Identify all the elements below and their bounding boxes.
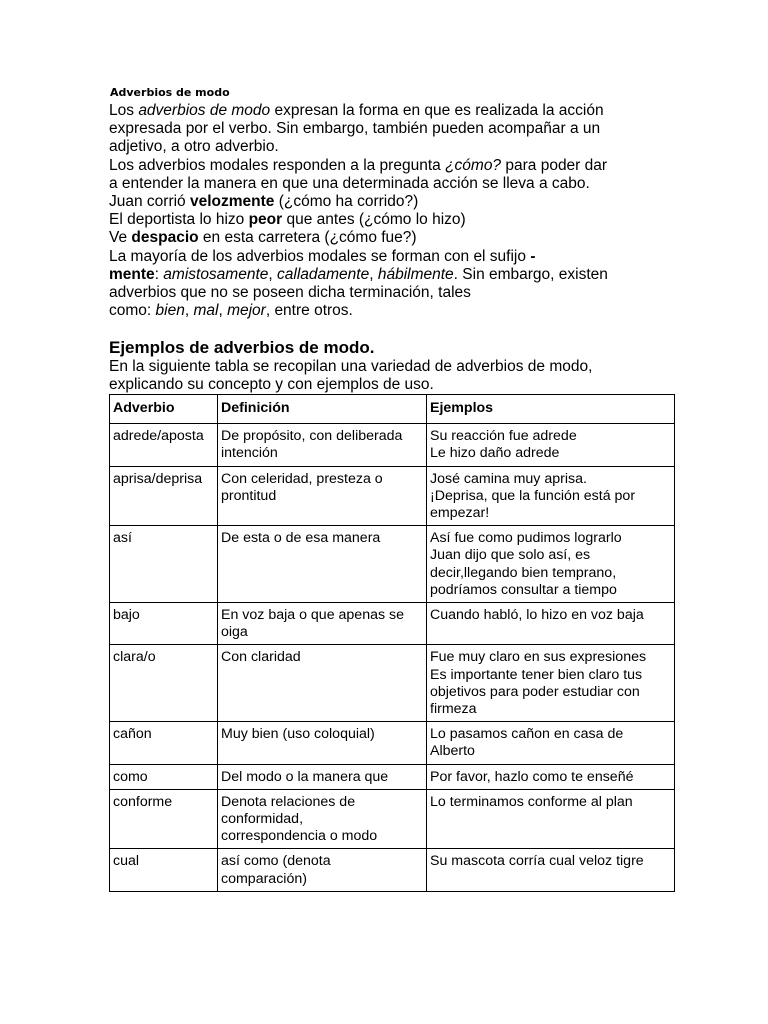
intro-line: expresada por el verbo. Sin embargo, también pueden acompañar a un: [109, 120, 601, 138]
cell-adverbio: aprisa/deprisa: [110, 466, 218, 526]
examples-title: Ejemplos de adverbios de modo.: [109, 338, 375, 357]
header-adverbio: Adverbio: [110, 395, 218, 424]
table-row: [110, 424, 675, 466]
ejemplo-line: Fue muy claro en sus expresiones: [430, 649, 647, 666]
definicion-line: correspondencia o modo: [221, 828, 378, 845]
cell-definicion: [218, 849, 427, 891]
ejemplo-line: Juan dijo que solo así, es: [430, 547, 591, 564]
cell-ejemplos: [427, 645, 675, 722]
example-line: Juan corrió velozmente (¿cómo ha corrido?): [109, 193, 419, 211]
cell-definicion: [218, 466, 427, 526]
cell-definicion: [218, 722, 427, 764]
ejemplo-line: José camina muy aprisa.: [430, 470, 587, 487]
example-line: Ve despacio en esta carretera (¿cómo fue?): [109, 229, 417, 247]
definicion-line: Del modo o la manera que: [221, 768, 389, 785]
ejemplo-line: ¡Deprisa, que la función está por: [430, 487, 636, 504]
table-row: [110, 722, 675, 764]
cell-ejemplos: [427, 466, 675, 526]
definicion-line: En voz baja o que apenas se: [221, 607, 404, 624]
ejemplo-line: empezar!: [430, 505, 490, 522]
cell-ejemplos: [427, 849, 675, 891]
intro-line: adjetivo, a otro adverbio.: [109, 138, 279, 156]
cell-definicion: [218, 645, 427, 722]
ejemplo-line: Es importante tener bien claro tus: [430, 666, 643, 683]
cell-ejemplos: [427, 789, 675, 849]
examples-intro-line: explicando su concepto y con ejemplos de uso.: [109, 376, 434, 394]
definicion-line: Denota relaciones de: [221, 793, 356, 810]
cell-ejemplos: [427, 424, 675, 466]
intro-line: a entender la manera en que una determinada acción se lleva a cabo.: [109, 174, 590, 192]
section-heading: Adverbios de modo: [110, 86, 230, 99]
cell-adverbio: clara/o: [110, 645, 218, 722]
header-definicion: Definición: [218, 395, 427, 424]
definicion-line: oiga: [221, 624, 248, 641]
adverbs-table: [109, 394, 675, 892]
examples-intro: [109, 358, 669, 394]
definicion-line: De esta o de esa manera: [221, 530, 381, 547]
cell-ejemplos: [427, 526, 675, 603]
cell-definicion: [218, 764, 427, 789]
cell-ejemplos: [427, 603, 675, 645]
ejemplo-line: Cuando habló, lo hizo en voz baja: [430, 607, 644, 624]
ejemplo-line: Lo terminamos conforme al plan: [430, 793, 633, 810]
definicion-line: intención: [221, 445, 278, 462]
ejemplo-line: decir,llegando bien temprano,: [430, 564, 617, 581]
table-header-row: [110, 395, 675, 424]
definicion-line: Con claridad: [221, 649, 301, 666]
ejemplo-line: Por favor, hazlo como te enseñé: [430, 768, 634, 785]
table-row: [110, 849, 675, 891]
examples-intro-line: En la siguiente tabla se recopilan una variedad de adverbios de modo,: [109, 358, 593, 375]
table-row: [110, 603, 675, 645]
cell-adverbio: así: [110, 526, 218, 603]
cell-definicion: [218, 789, 427, 849]
page-bottom-margin: [105, 906, 685, 1024]
cell-adverbio: cañon: [110, 722, 218, 764]
cell-ejemplos: [427, 722, 675, 764]
definicion-line: De propósito, con deliberada: [221, 428, 403, 445]
table-row: [110, 764, 675, 789]
definicion-line: Con celeridad, presteza o: [221, 470, 383, 487]
intro-line: como: bien, mal, mejor, entre otros.: [109, 302, 353, 320]
cell-definicion: [218, 526, 427, 603]
definicion-line: Muy bien (uso coloquial): [221, 726, 375, 743]
header-ejemplos: Ejemplos: [427, 395, 675, 424]
cell-adverbio: adrede/aposta: [110, 424, 218, 466]
table-row: [110, 526, 675, 603]
table-row: [110, 466, 675, 526]
table-row: [110, 789, 675, 849]
ejemplo-line: Su mascota corría cual veloz tigre: [430, 853, 644, 870]
ejemplo-line: Alberto: [430, 743, 475, 760]
definicion-line: así como (denota: [221, 853, 331, 870]
cell-adverbio: como: [110, 764, 218, 789]
ejemplo-line: Le hizo daño adrede: [430, 445, 560, 462]
cell-definicion: [218, 603, 427, 645]
ejemplo-line: objetivos para poder estudiar con: [430, 683, 640, 700]
definicion-line: comparación): [221, 870, 307, 887]
intro-line: Los adverbios de modo expresan la forma en que es realizada la acción: [109, 102, 604, 119]
ejemplo-line: firmeza: [430, 701, 477, 718]
intro-line: La mayoría de los adverbios modales se forman con el sufijo -: [109, 247, 536, 265]
cell-adverbio: conforme: [110, 789, 218, 849]
table-body: [110, 424, 675, 892]
intro-line: mente: amistosamente, calladamente, hábilmente. Sin embargo, existen: [109, 265, 608, 283]
ejemplo-line: podríamos consultar a tiempo: [430, 581, 617, 598]
intro-line: adverbios que no se poseen dicha terminación, tales: [109, 284, 471, 302]
cell-adverbio: cual: [110, 849, 218, 891]
intro-line: Los adverbios modales responden a la pregunta ¿cómo? para poder dar: [109, 156, 608, 174]
example-line: El deportista lo hizo peor que antes (¿cómo lo hizo): [109, 211, 466, 229]
ejemplo-line: Su reacción fue adrede: [430, 428, 577, 445]
cell-adverbio: bajo: [110, 603, 218, 645]
intro-paragraph: [109, 102, 669, 320]
table-row: [110, 645, 675, 722]
ejemplo-line: Lo pasamos cañon en casa de: [430, 726, 624, 743]
definicion-line: prontitud: [221, 487, 277, 504]
definicion-line: conformidad,: [221, 811, 304, 828]
cell-ejemplos: [427, 764, 675, 789]
ejemplo-line: Así fue como pudimos lograrlo: [430, 530, 622, 547]
cell-definicion: [218, 424, 427, 466]
